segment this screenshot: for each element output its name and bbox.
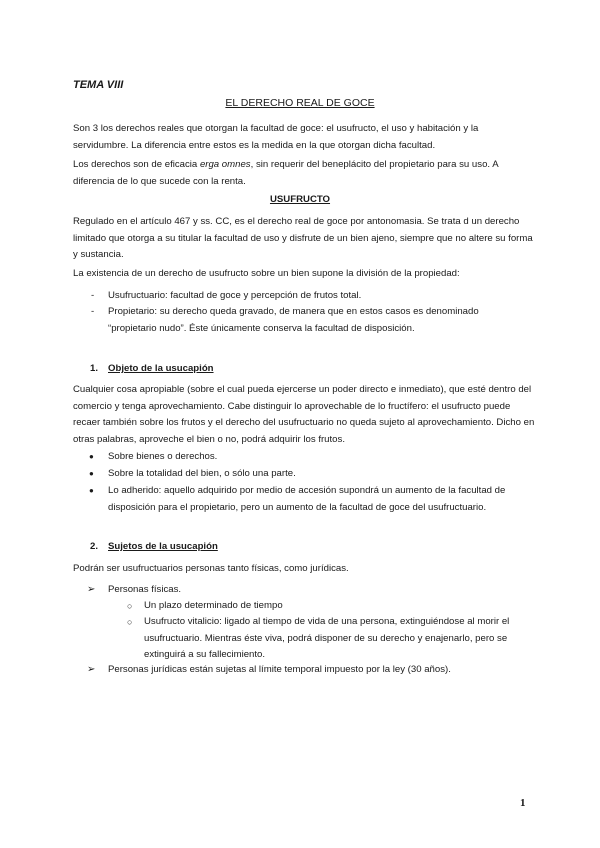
arrow-item-text: Personas físicas. xyxy=(108,584,182,595)
bullet-marker: ● xyxy=(89,469,94,478)
bullet-list-item xyxy=(89,483,528,516)
intro-paragraph-1: Son 3 los derechos reales que otorgan la facultad de goce: el usufructo, el uso y habitación y la servidumbre. La diferencia entre estos es la medida en la que otorgan dicha facultad. xyxy=(73,123,479,151)
bullet-list-item xyxy=(89,449,528,466)
page-title: EL DERECHO REAL DE GOCE xyxy=(225,97,375,109)
intro-paragraph-2 xyxy=(73,157,535,190)
section-2-paragraph: Podrán ser usufructuarios personas tanto físicas, como jurídicas. xyxy=(73,563,349,574)
topic-label: TEMA VIII xyxy=(73,79,124,91)
dash-marker: - xyxy=(91,306,95,317)
bullet-list-item xyxy=(89,466,528,483)
page-number: 1 xyxy=(520,797,526,809)
section-title: Sujetos de la usucapión xyxy=(108,541,218,552)
arrow-list-item xyxy=(87,662,528,679)
arrow-list-item xyxy=(87,582,528,599)
dash-list-item xyxy=(91,304,528,337)
bullet-marker: ● xyxy=(89,486,94,495)
sub-item-text: Usufructo vitalicio: ligado al tiempo de vida de una persona, extinguiéndose al morir el usufructuario. Mientras éste viva, podrá disponer de su derecho y enajenarlo, pero se extinguirá a su fallecimiento. xyxy=(144,616,510,660)
dash-item-text: Usufructuario: facultad de goce y percepción de frutos total. xyxy=(108,290,362,301)
sub-item-text: Un plazo determinado de tiempo xyxy=(144,600,283,611)
bullet-item-text: Lo adherido: aquello adquirido por medio de accesión supondrá un aumento de la facultad de disposición para el propietario, pero un aumento de la facultad de goce del usufructuario. xyxy=(108,485,506,513)
usufructo-heading: USUFRUCTO xyxy=(269,194,331,205)
bullet-item-text: Sobre la totalidad del bien, o sólo una parte. xyxy=(108,468,296,479)
bullet-marker: ● xyxy=(89,452,94,461)
usufructo-paragraph-2: La existencia de un derecho de usufructo sobre un bien supone la división de la propiedad: xyxy=(73,268,460,279)
section-1-paragraph: Cualquier cosa apropiable (sobre el cual pueda ejercerse un poder directo e inmediato), que esté dentro del comercio y tenga aprovechamiento. Cabe distinguir lo aprovechable de lo fructífero: el usufructo puede recaer también sobre los frutos y el derecho del usufructuario no queda sujeto al aprovechamiento. Dicho en otras palabras, aproveche el bien o no, podrá adquirir los frutos. xyxy=(73,384,535,445)
arrow-marker-icon: ➢ xyxy=(87,664,96,675)
dash-item-text: Propietario: su derecho queda gravado, de manera que en estos casos es denominado “propietario nudo”. Éste únicamente conserva la facultad de disposición. xyxy=(108,306,479,334)
dash-marker: - xyxy=(91,290,95,301)
section-number: 2. xyxy=(90,541,99,552)
dash-list-item xyxy=(91,288,528,305)
intro-text-start: Los derechos son de eficacia xyxy=(73,159,200,170)
intro-italic-term: erga omnes xyxy=(199,159,251,170)
section-number: 1. xyxy=(90,363,99,374)
arrow-item-text: Personas jurídicas están sujetas al límite temporal impuesto por la ley (30 años). xyxy=(108,664,451,675)
sub-list-item xyxy=(127,614,529,664)
usufructo-paragraph-1: Regulado en el artículo 467 y ss. CC, es el derecho real de goce por antonomasia. Se trata d un derecho limitado que otorga a su titular la facultad de uso y disfrute de un bien ajeno, siempre que no altere su forma y sustancia. xyxy=(73,216,533,260)
intro-text-end: , sin requerir del beneplácito del propietario para su uso. A diferencia de lo que sucede con la renta. xyxy=(73,159,499,187)
circle-marker: ○ xyxy=(127,617,133,627)
section-title: Objeto de la usucapión xyxy=(108,363,214,374)
sub-list-item xyxy=(127,598,529,615)
section-2-heading xyxy=(90,541,218,552)
arrow-marker-icon: ➢ xyxy=(87,584,96,595)
bullet-item-text: Sobre bienes o derechos. xyxy=(108,451,218,462)
section-1-heading xyxy=(90,363,214,374)
circle-marker: ○ xyxy=(127,601,133,611)
